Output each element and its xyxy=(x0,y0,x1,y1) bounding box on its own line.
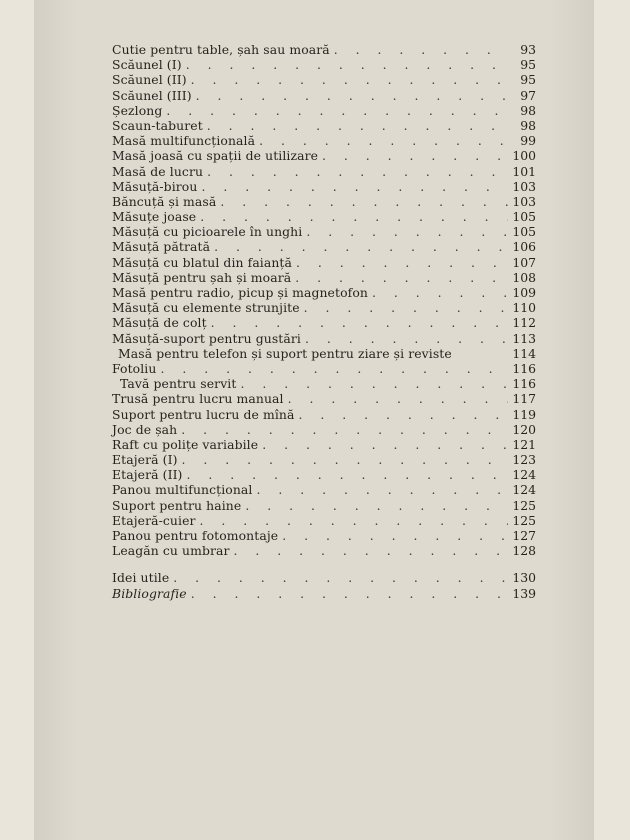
toc-entry-title: Măsuță pentru șah și moară xyxy=(112,269,292,285)
toc-entry-title: Măsuță-suport pentru gustări xyxy=(112,330,301,346)
dot-leader xyxy=(304,300,508,315)
toc-entry-title: Fotoliu xyxy=(112,360,157,376)
toc-entry xyxy=(112,255,536,270)
toc-entry xyxy=(112,543,536,558)
toc-entry-page-number: 139 xyxy=(512,585,536,601)
dot-leader xyxy=(220,194,508,209)
toc-entry-title: Măsuță-birou xyxy=(112,178,198,194)
back-matter-entry xyxy=(112,570,536,585)
toc-entry-page-number: 119 xyxy=(512,406,536,422)
toc-entry-title: Masă joasă cu spații de utilizare xyxy=(112,148,319,164)
toc-entry-title: Etajeră (I) xyxy=(112,452,178,468)
dot-leader xyxy=(187,467,509,482)
toc-entry-title: Scăunel (I) xyxy=(112,57,182,73)
toc-entry-page-number: 112 xyxy=(512,315,536,331)
toc-entry xyxy=(112,331,536,346)
dot-leader xyxy=(201,179,508,194)
dot-leader xyxy=(288,391,508,406)
toc-entry xyxy=(112,391,536,406)
toc-entry-page-number: 103 xyxy=(512,178,536,194)
toc-entry-page-number: 105 xyxy=(512,209,536,225)
toc-entry-title: Masă pentru radio, picup și magnetofon xyxy=(112,285,368,300)
toc-entry xyxy=(112,361,536,376)
toc-entry-title: Joc de șah xyxy=(112,421,178,437)
toc-entry-title: Suport pentru haine xyxy=(112,497,242,513)
dot-leader xyxy=(372,285,508,300)
toc-entry-title: Măsuță pătrată xyxy=(112,239,211,255)
toc-entry-page-number: 124 xyxy=(512,467,536,483)
toc-entry xyxy=(112,118,536,133)
toc-entry xyxy=(112,239,536,254)
dot-leader xyxy=(322,148,508,163)
dot-leader xyxy=(295,270,508,285)
toc-entry xyxy=(112,209,536,224)
dot-leader xyxy=(200,513,508,528)
toc-entry-page-number: 100 xyxy=(512,148,536,164)
dot-leader xyxy=(262,437,508,452)
toc-entry xyxy=(112,148,536,163)
toc-entry-page-number: 105 xyxy=(512,224,536,240)
dot-leader xyxy=(298,407,508,422)
toc-entry xyxy=(112,164,536,179)
toc-entry xyxy=(112,513,536,528)
toc-entry-title: Scăunel (II) xyxy=(112,72,187,88)
toc-entry-page-number: 97 xyxy=(520,87,536,103)
toc-entry xyxy=(112,528,536,543)
toc-entry-title: Masă multifuncțională xyxy=(112,133,256,149)
dot-leader xyxy=(245,498,508,513)
toc-entry-page-number: 106 xyxy=(512,239,536,255)
dot-leader xyxy=(182,452,509,467)
toc-entry-title: Măsuțe joase xyxy=(112,209,197,225)
dot-leader xyxy=(240,376,508,391)
dot-leader xyxy=(173,570,508,585)
toc-entry-page-number: 121 xyxy=(512,436,536,452)
toc-entry xyxy=(112,179,536,194)
toc-entry-title: Masă de lucru xyxy=(112,163,204,179)
toc-entry-title: Măsuță de colț xyxy=(112,315,207,331)
toc-entry xyxy=(112,57,536,72)
toc-entry xyxy=(112,103,536,118)
dot-leader xyxy=(306,224,508,239)
dot-leader xyxy=(282,528,508,543)
dot-leader xyxy=(207,118,508,133)
dot-leader xyxy=(191,72,508,87)
toc-entry-title: Scăunel (III) xyxy=(112,87,192,103)
toc-entry-title: Șezlong xyxy=(112,102,163,118)
back-matter-entry xyxy=(112,586,536,601)
dot-leader xyxy=(196,88,508,103)
toc-entry xyxy=(112,270,536,285)
toc-entry-page-number: 103 xyxy=(512,193,536,209)
toc-entry-title: Leagăn cu umbrar xyxy=(112,543,230,559)
toc-entry xyxy=(112,407,536,422)
dot-leader xyxy=(191,586,508,601)
toc-entry-title: Panou pentru fotomontaje xyxy=(112,528,279,543)
toc-entry-title: Măsuță cu picioarele în unghi xyxy=(112,224,303,240)
dot-leader xyxy=(186,57,508,72)
toc-entry-title: Măsuță cu elemente strunjite xyxy=(112,300,300,316)
toc-entry-page-number: 110 xyxy=(512,300,536,316)
toc-entry-page-number: 114 xyxy=(512,345,536,361)
toc-entry-page-number: 101 xyxy=(512,163,536,179)
toc-entry xyxy=(112,452,536,467)
toc-entry-title: Raft cu polițe variabile xyxy=(112,436,259,452)
toc-entry xyxy=(112,300,536,315)
toc-entry-page-number: 130 xyxy=(512,570,536,586)
toc-entry xyxy=(112,42,536,57)
toc-entry-page-number: 116 xyxy=(512,376,536,392)
toc-entry-title: Trusă pentru lucru manual xyxy=(112,391,284,407)
toc-entry-page-number: 125 xyxy=(512,497,536,513)
toc-entry xyxy=(112,467,536,482)
toc-entry xyxy=(112,437,536,452)
dot-leader xyxy=(211,315,508,330)
toc-entry xyxy=(112,133,536,148)
dot-leader xyxy=(296,255,508,270)
toc-entry-page-number: 95 xyxy=(520,57,536,73)
toc-entry-page-number: 123 xyxy=(512,452,536,468)
toc-entry xyxy=(112,88,536,103)
toc-entry-page-number: 98 xyxy=(520,117,536,133)
toc-entry-page-number: 95 xyxy=(520,72,536,88)
toc-entry-page-number: 93 xyxy=(520,42,536,57)
dot-leader xyxy=(200,209,508,224)
toc-entry-title: Băncuță și masă xyxy=(112,193,217,209)
toc-entry-title: Scaun-taburet xyxy=(112,117,203,133)
toc-entry-title: Masă pentru telefon și suport pentru ziare și reviste xyxy=(118,345,452,361)
toc-entry-page-number: 124 xyxy=(512,482,536,498)
toc-entry-title: Bibliografie xyxy=(112,585,187,601)
toc-entry-title: Etajeră-cuier xyxy=(112,512,196,528)
toc-entry xyxy=(112,194,536,209)
table-of-contents xyxy=(112,42,536,601)
toc-entry-page-number: 127 xyxy=(512,528,536,543)
toc-entry xyxy=(112,346,536,361)
section-gap xyxy=(112,558,536,570)
toc-entry-title: Suport pentru lucru de mînă xyxy=(112,406,295,422)
dot-leader xyxy=(305,331,508,346)
toc-entry-page-number: 117 xyxy=(512,391,536,407)
toc-entry-title: Cutie pentru table, șah sau moară xyxy=(112,42,330,57)
toc-entry xyxy=(112,224,536,239)
dot-leader xyxy=(160,361,508,376)
toc-entry-title: Etajeră (II) xyxy=(112,467,183,483)
toc-entry xyxy=(112,422,536,437)
toc-entry xyxy=(112,498,536,513)
toc-entry-page-number: 108 xyxy=(512,269,536,285)
dot-leader xyxy=(256,482,508,497)
toc-entry-title: Panou multifuncțional xyxy=(112,482,253,498)
toc-entry-page-number: 128 xyxy=(512,543,536,559)
toc-entry-page-number: 107 xyxy=(512,254,536,270)
dot-leader xyxy=(207,164,508,179)
toc-entry-title: Măsuță cu blatul din faianță xyxy=(112,254,293,270)
dot-leader xyxy=(334,42,508,57)
toc-entry-page-number: 113 xyxy=(512,330,536,346)
dot-leader xyxy=(259,133,508,148)
dot-leader xyxy=(181,422,508,437)
dot-leader xyxy=(234,543,508,558)
toc-entry xyxy=(112,72,536,87)
toc-entry xyxy=(112,285,536,300)
dot-leader xyxy=(214,239,508,254)
dot-leader xyxy=(166,103,508,118)
toc-entry xyxy=(112,315,536,330)
toc-entry-title: Idei utile xyxy=(112,570,170,586)
toc-entry-page-number: 116 xyxy=(512,360,536,376)
toc-entry-page-number: 99 xyxy=(520,133,536,149)
toc-entry-page-number: 125 xyxy=(512,512,536,528)
toc-entry-title: Tavă pentru servit xyxy=(120,376,237,392)
toc-entry-page-number: 109 xyxy=(512,285,536,300)
toc-entry xyxy=(112,376,536,391)
toc-entry xyxy=(112,482,536,497)
toc-entry-page-number: 98 xyxy=(520,102,536,118)
toc-entry-page-number: 120 xyxy=(512,421,536,437)
